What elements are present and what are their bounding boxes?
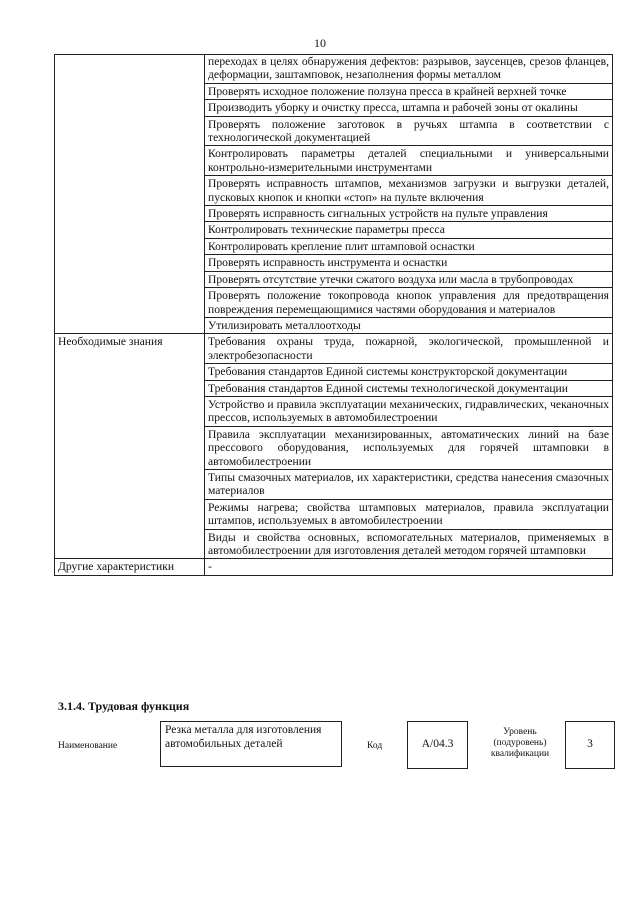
name-value-box: Резка металла для изготовления автомобильных деталей: [160, 721, 342, 767]
code-value: А/04.3: [421, 738, 454, 751]
row-text: Контролировать крепление плит штамповой оснастки: [205, 238, 613, 254]
row-text: Проверять исходное положение ползуна пресса в крайней верхней точке: [205, 83, 613, 99]
row-text: Проверять положение токопровода кнопок управления для предотвращения повреждения перемещающимися частями оборудования и материалов: [205, 288, 613, 318]
row-text: -: [205, 559, 613, 575]
row-text: Требования стандартов Единой системы технологической документации: [205, 380, 613, 396]
row-text: Проверять отсутствие утечки сжатого воздуха или масла в трубопроводах: [205, 271, 613, 287]
code-label: Код: [367, 741, 383, 751]
row-text: Контролировать параметры деталей специальными и универсальными контрольно-измерительными инструментами: [205, 146, 613, 176]
row-text: Производить уборку и очистку пресса, штампа и рабочей зоны от окалины: [205, 100, 613, 116]
row-text: Режимы нагрева; свойства штамповых материалов, правила эксплуатации штампов, используемых в автомобилестроении: [205, 499, 613, 529]
table-row: [55, 55, 613, 84]
page-number: 10: [314, 36, 326, 50]
qualification-level-value: 3: [587, 738, 593, 751]
row-text: Требования охраны труда, пожарной, экологической, промышленной и электробезопасности: [205, 334, 613, 364]
code-value-box: [407, 721, 468, 769]
row-text: Требования стандартов Единой системы конструкторской документации: [205, 364, 613, 380]
row-text: Типы смазочных материалов, их характеристики, средства нанесения смазочных материалов: [205, 469, 613, 499]
row-text: Проверять исправность штампов, механизмов загрузки и выгрузки деталей, пусковых кнопок и кнопки «стоп» на пульте включения: [205, 176, 613, 206]
qualification-level-label: Уровень (подуровень) квалификации: [490, 727, 550, 759]
row-label: Другие характеристики: [55, 559, 205, 575]
table-row: [55, 334, 613, 364]
row-label: [55, 55, 205, 334]
row-text: переходах в целях обнаружения дефектов: разрывов, заусенцев, срезов фланцев, деформации, заштамповок, незаполнения формы металлом: [205, 55, 613, 84]
row-label: Необходимые знания: [55, 334, 205, 559]
table-row: [55, 559, 613, 575]
row-text: Проверять положение заготовок в ручьях штампа в соответствии с технологической документацией: [205, 116, 613, 146]
row-text: Утилизировать металлоотходы: [205, 317, 613, 333]
row-text: Контролировать технические параметры пресса: [205, 222, 613, 238]
row-text: Проверять исправность инструмента и оснастки: [205, 255, 613, 271]
qualification-level-box: [565, 721, 615, 769]
row-text: Устройство и правила эксплуатации механических, гидравлических, чеканочных прессов, используемых в автомобилестроении: [205, 396, 613, 426]
row-text: Виды и свойства основных, вспомогательных материалов, применяемых в автомобилестроении для изготовления деталей методом горячей штамповки: [205, 529, 613, 559]
row-text: Правила эксплуатации механизированных, автоматических линий на базе прессового оборудования, используемых для горячей штамповки в автомобилестроении: [205, 426, 613, 469]
row-text: Проверять исправность сигнальных устройств на пульте управления: [205, 206, 613, 222]
labor-function-table: [54, 54, 613, 576]
section-title: 3.1.4. Трудовая функция: [58, 699, 190, 713]
name-label: Наименование: [58, 741, 118, 751]
